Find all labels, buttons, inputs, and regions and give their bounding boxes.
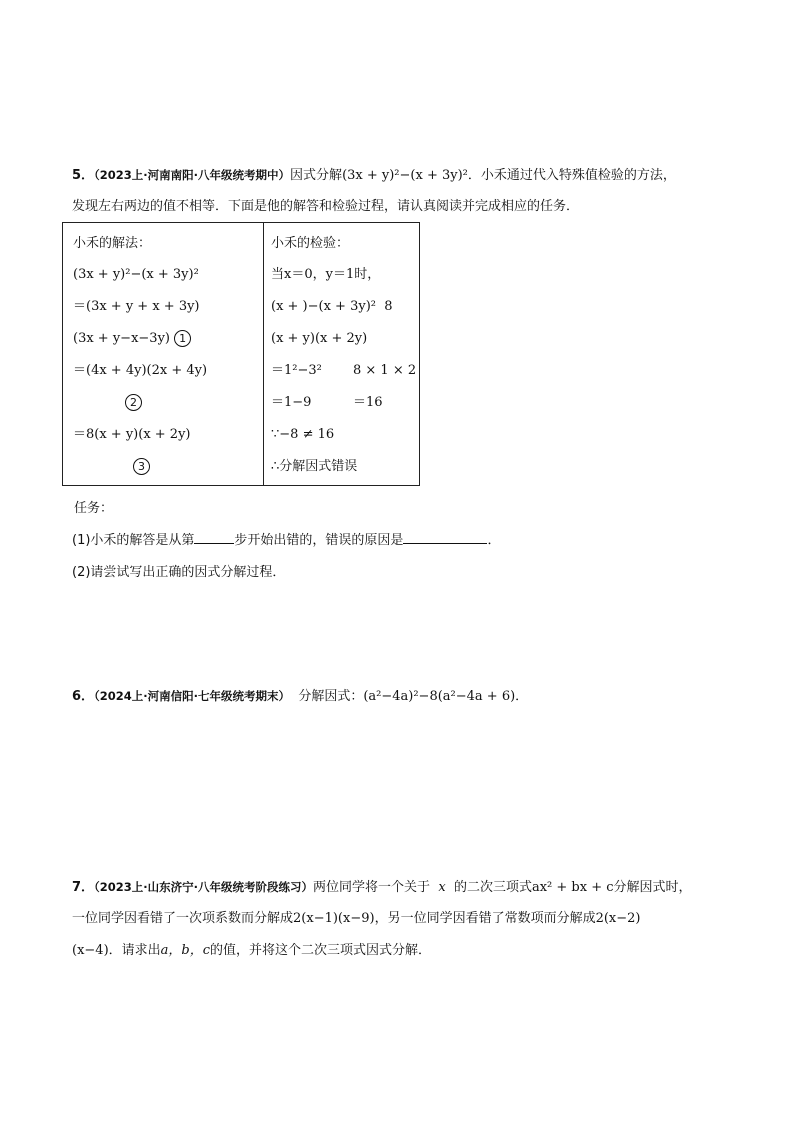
step-marker-1: 1: [174, 330, 191, 347]
step-marker-2: 2: [125, 394, 142, 411]
q7-text3a: (x−4): [72, 943, 109, 958]
right-line6: ∵−8 ≠ 16: [271, 427, 335, 442]
right-line2-expr: (x + )−(x + 3y)²: [271, 299, 376, 314]
q7-vars: a，b，c: [160, 943, 211, 958]
q7-text2b: ，另一位同学因看错了常数项而分解成: [374, 911, 596, 926]
answer-blank-step[interactable]: [194, 529, 234, 544]
q6-line: [72, 686, 528, 707]
q7-text3c: 的值，并将这个二次三项式因式分解．: [210, 943, 432, 958]
q5-text1a: 因式分解: [290, 168, 343, 183]
right-line5a: ＝1−9: [271, 395, 312, 410]
q5-solution-table: [62, 222, 420, 486]
q6-text: 分解因式：: [298, 689, 364, 704]
right-line1: 当x＝0，y＝1时，: [271, 267, 381, 282]
q7-expr3: 2(x−2): [595, 911, 641, 926]
task-1: [72, 529, 500, 548]
right-line3: (x + y)(x + 2y): [271, 331, 368, 346]
left-line4: ＝(4x + 4y)(2x + 4y): [73, 363, 208, 378]
left-title: 小禾的解法：: [73, 236, 152, 251]
q7-expr1: ax² + bx + c: [531, 880, 614, 895]
left-line3-expr: (3x + y−x−3y): [73, 331, 170, 346]
task-title: 任务：: [74, 501, 114, 516]
left-line3: [73, 330, 191, 348]
q5-line2: 发现左右两边的值不相等．下面是他的解答和检验过程，请认真阅读并完成相应的任务．: [72, 199, 580, 214]
q7-text1b: 的二次三项式: [453, 880, 532, 895]
q7-number: 7．: [72, 880, 95, 895]
right-line2-coef: 8: [384, 299, 393, 314]
q7-var-x: x: [438, 880, 446, 895]
step-marker-2-row: [125, 394, 142, 412]
right-line4a: ＝1²−3²: [271, 363, 322, 378]
left-line1: (3x + y)²−(x + 3y)²: [73, 267, 199, 282]
q5-line1: [72, 165, 676, 186]
q7-text2a: 一位同学因看错了一次项系数而分解成: [72, 911, 294, 926]
q7-text1c: 分解因式时，: [613, 880, 692, 895]
task-1-mid: 步开始出错的，错误的原因是: [234, 533, 404, 548]
q7-text1a: 两位同学将一个关于: [313, 880, 431, 895]
answer-blank-reason[interactable]: [403, 529, 487, 544]
left-line5: ＝8(x + y)(x + 2y): [73, 427, 191, 442]
q7-line2: [72, 909, 641, 929]
q6-number: 6．: [72, 689, 95, 704]
task-1-end: ．: [487, 533, 501, 548]
right-line5b: ＝16: [353, 395, 383, 410]
q5-text1b: ．小禾通过代入特殊值检验的方法，: [467, 168, 676, 183]
q7-expr2: 2(x−1)(x−9): [293, 911, 375, 926]
right-title: 小禾的检验：: [271, 236, 350, 251]
q6-end: ．: [515, 689, 529, 704]
q6-source: （2024上·河南信阳·七年级统考期末）: [94, 689, 291, 703]
right-line4b: 8 × 1 × 2: [353, 363, 417, 378]
right-line2: [271, 298, 393, 316]
right-line4: [271, 362, 322, 380]
q5-source: （2023上·河南南阳·八年级统考期中）: [94, 168, 291, 182]
task-2: (2)请尝试写出正确的因式分解过程．: [72, 565, 286, 580]
q7-line1: [72, 877, 692, 898]
step-marker-3-row: [133, 458, 150, 476]
q7-source: （2023上·山东济宁·八年级统考阶段练习）: [94, 880, 314, 894]
task-1-pre: (1)小禾的解答是从第: [72, 533, 195, 548]
left-line2: ＝(3x + y + x + 3y): [73, 299, 200, 314]
right-line7: ∴分解因式错误: [271, 459, 358, 474]
table-divider: [263, 223, 264, 485]
q7-line3: [72, 941, 431, 961]
q7-text3b: ．请求出: [108, 943, 161, 958]
q5-expression: (3x + y)²−(x + 3y)²: [342, 168, 468, 183]
step-marker-3: 3: [133, 458, 150, 475]
q6-expression: (a²−4a)²−8(a²−4a + 6): [363, 689, 516, 704]
q5-number: 5．: [72, 168, 95, 183]
